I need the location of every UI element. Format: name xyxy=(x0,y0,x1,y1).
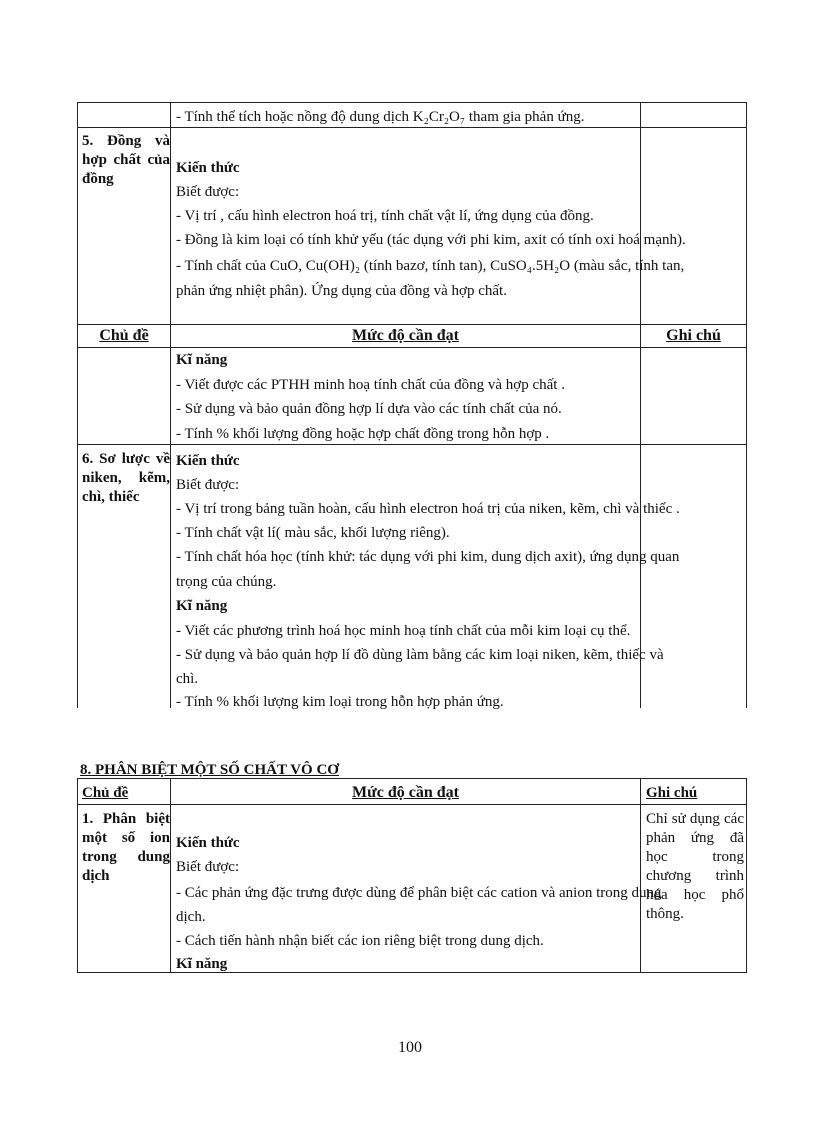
t1-top-line: - Tính thể tích hoặc nồng độ dung dịch K₂Cr₂O₇ tham gia phản ứng. xyxy=(176,109,585,125)
nickel-item-2: - Tính chất vật lí( màu sắc, khối lượng riêng). xyxy=(176,525,450,541)
t1-row-divider-2 xyxy=(77,444,747,445)
copper-topic: 5. Đồng và hợp chất của đồng xyxy=(82,133,170,187)
t1-right-border xyxy=(746,102,747,708)
nickel-skill-heading: Kĩ năng xyxy=(176,598,228,614)
copper-compounds-line-1: - Tính chất của CuO, Cu(OH)₂ (tính bazơ, tính tan), CuSO₄.5H₂O (màu sắc, tính tan, xyxy=(176,258,685,274)
nickel-skill-2-line-2: chì. xyxy=(176,671,199,687)
copper-item-1: - Vị trí , cấu hình electron hoá trị, tính chất vật lí, ứng dụng của đồng. xyxy=(176,208,594,224)
nickel-knowledge-heading: Kiến thức xyxy=(176,453,240,469)
ion-item-1-line-1: - Các phản ứng đặc trưng được dùng để phân biệt các cation và anion trong dung xyxy=(176,885,662,901)
nickel-skill-2-line-1: - Sử dụng và bảo quản hợp lí đồ dùng làm bằng các kim loại niken, kẽm, thiếc và xyxy=(176,647,664,663)
t2-col-divider-1 xyxy=(170,778,171,973)
t1-header-level: Mức độ cần đạt xyxy=(352,327,459,344)
t1-left-border xyxy=(77,102,78,708)
nickel-skill-3: - Tính % khối lượng kim loại trong hỗn hợp phản ứng. xyxy=(176,694,504,710)
copper-knowledge-heading: Kiến thức xyxy=(176,160,240,176)
t1-header-note: Ghi chú xyxy=(666,327,721,344)
t1-header-top xyxy=(77,324,747,325)
t1-col-divider-2 xyxy=(640,102,641,708)
ion-item-2: - Cách tiến hành nhận biết các ion riêng biệt trong dung dịch. xyxy=(176,933,544,949)
ion-item-1-line-2: dịch. xyxy=(176,909,206,925)
t2-left-border xyxy=(77,778,78,973)
t2-header-topic: Chủ đề xyxy=(82,785,129,801)
ion-note: Chỉ sử dụng các phản ứng đã học trong chương trình hóa học phổ thông. xyxy=(646,811,744,922)
t1-header-topic: Chủ đề xyxy=(99,327,149,344)
t1-col-divider-1 xyxy=(170,102,171,708)
ion-knowledge-heading: Kiến thức xyxy=(176,835,240,851)
copper-skill-heading: Kĩ năng xyxy=(176,352,228,368)
nickel-item-1: - Vị trí trong bảng tuần hoàn, cấu hình electron hoá trị của niken, kẽm, chì và thiếc . xyxy=(176,501,680,517)
nickel-skill-1: - Viết các phương trình hoá học minh hoạ tính chất của mỗi kim loại cụ thể. xyxy=(176,623,631,639)
t2-col-divider-2 xyxy=(640,778,641,973)
t1-top-border xyxy=(77,102,747,103)
t2-header-note: Ghi chú xyxy=(646,785,698,801)
copper-item-2: - Đồng là kim loại có tính khử yếu (tác dụng với phi kim, axit có tính oxi hoá mạnh). xyxy=(176,232,686,248)
section-title: 8. PHÂN BIỆT MỘT SỐ CHẤT VÔ CƠ xyxy=(80,762,339,778)
copper-skill-2: - Sử dụng và bảo quản đồng hợp lí dựa vào các tính chất của nó. xyxy=(176,401,562,417)
copper-know-intro: Biết được: xyxy=(176,184,240,200)
t1-header-bottom xyxy=(77,347,747,348)
t2-top-border xyxy=(77,778,747,779)
t1-row-divider-1 xyxy=(77,127,747,128)
ion-topic: 1. Phân biệt một số ion trong dung dịch xyxy=(82,811,170,884)
t2-right-border xyxy=(746,778,747,973)
page-number: 100 xyxy=(398,1039,422,1056)
nickel-chem-line-1: - Tính chất hóa học (tính khử: tác dụng với phi kim, dung dịch axit), ứng dụng quan xyxy=(176,549,680,565)
ion-skill-heading: Kĩ năng xyxy=(176,956,228,972)
t2-header-level: Mức độ cần đạt xyxy=(352,784,459,801)
nickel-chem-line-2: trọng của chúng. xyxy=(176,574,277,590)
nickel-topic: 6. Sơ lược về niken, kẽm, chì, thiếc xyxy=(82,451,170,505)
copper-skill-3: - Tính % khối lượng đồng hoặc hợp chất đồng trong hỗn hợp . xyxy=(176,426,550,442)
ion-know-intro: Biết được: xyxy=(176,859,240,875)
copper-skill-1: - Viết được các PTHH minh hoạ tính chất của đồng và hợp chất . xyxy=(176,377,565,393)
t2-header-bottom xyxy=(77,804,747,805)
nickel-know-intro: Biết được: xyxy=(176,477,240,493)
copper-compounds-line-2: phản ứng nhiệt phân). Ứng dụng của đồng và hợp chất. xyxy=(176,283,507,299)
